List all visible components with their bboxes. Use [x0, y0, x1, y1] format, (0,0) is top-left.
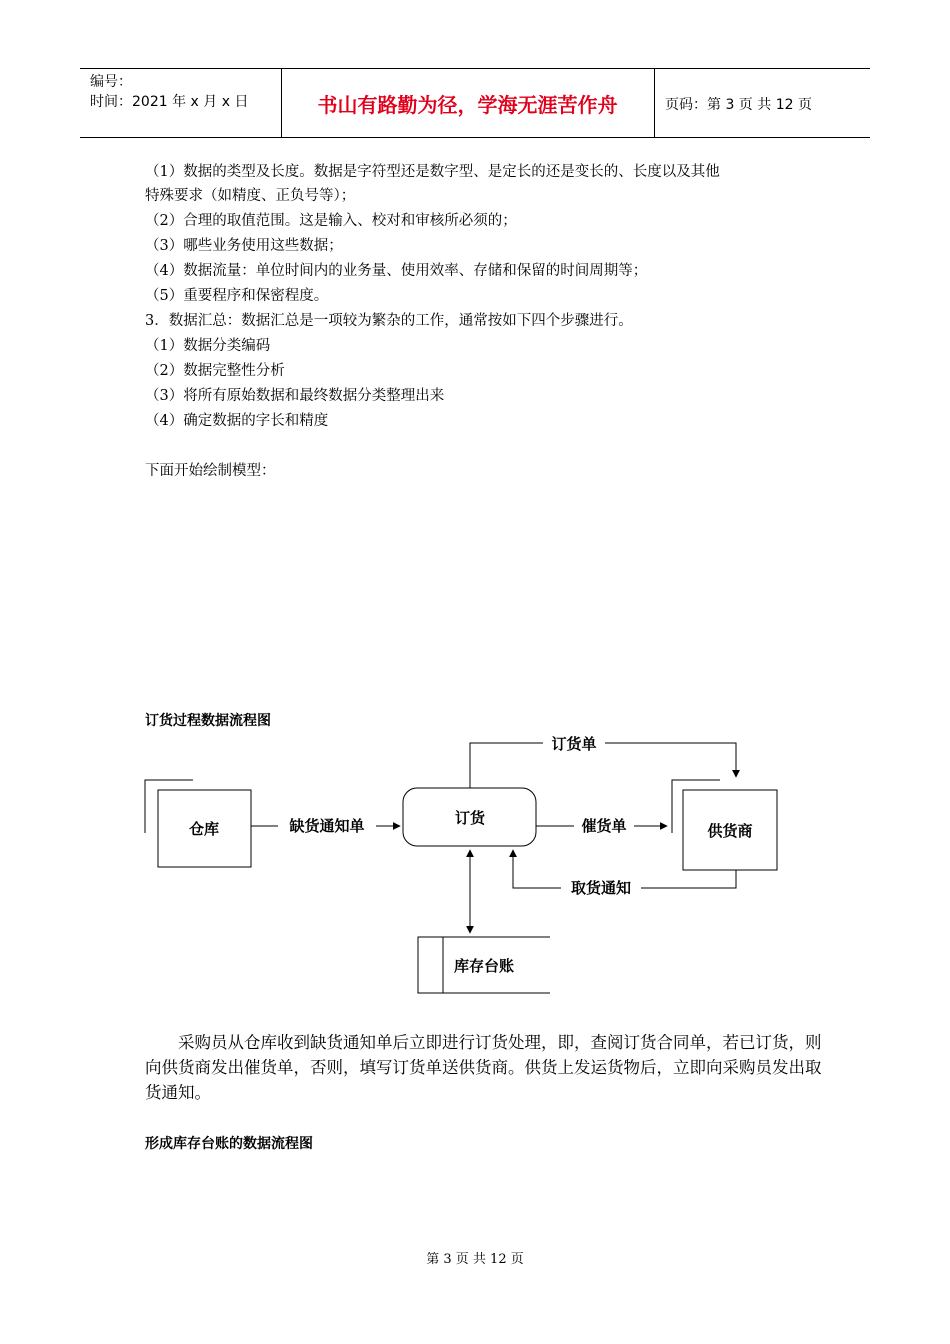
warehouse-label: 仓库 [188, 820, 220, 838]
inventory-store [418, 937, 550, 993]
body-line: （5）重要程序和保密程度。 [145, 288, 329, 304]
body-line: （2）合理的取值范围。这是输入、校对和审核所必须的； [145, 213, 517, 229]
page-footer: 第 3 页 共 12 页 [426, 1252, 524, 1267]
body-line: （1）数据分类编码 [145, 338, 271, 354]
body-line: （3）将所有原始数据和最终数据分类整理出来 [145, 388, 445, 404]
pickup-flow-label: 取货通知 [570, 879, 632, 897]
body-line: （4）数据流量：单位时间内的业务量、使用效率、存储和保留的时间周期等； [145, 263, 648, 279]
inventory-label: 库存台账 [453, 957, 515, 975]
header-motto: 书山有路勤为径，学海无涯苦作舟 [317, 92, 618, 117]
shortage-flow-label: 缺货通知单 [289, 817, 365, 835]
order-form-flow-label: 订货单 [551, 735, 597, 753]
description-paragraph: 采购员从仓库收到缺货通知单后立即进行订货处理，即，查阅订货合同单，若已订货，则向供货商发出催货单，否则，填写订货单送供货商。供货上发运货物后，立即向采购员发出取货通知。 [145, 1033, 822, 1102]
reminder-flow-label: 催货单 [581, 817, 627, 835]
body-line: （2）数据完整性分析 [145, 363, 285, 379]
ordering-process [403, 788, 536, 846]
body-line: （4）确定数据的字长和精度 [145, 413, 329, 429]
body-line: 3．数据汇总：数据汇总是一项较为繁杂的工作，通常按如下四个步骤进行。 [145, 313, 633, 329]
ordering-label: 订货 [454, 809, 486, 827]
body-line: （1）数据的类型及长度。数据是字符型还是数字型、是定长的还是变长的、长度以及其他 [145, 164, 720, 180]
warehouse-entity [145, 780, 251, 867]
supplier-label: 供货商 [707, 822, 753, 840]
body-line: （3）哪些业务使用这些数据； [145, 238, 343, 254]
diagram-title: 订货过程数据流程图 [145, 713, 271, 729]
number-label: 编号： [90, 74, 132, 90]
supplier-entity [672, 780, 777, 870]
diagram2-title: 形成库存台账的数据流程图 [145, 1136, 313, 1152]
header-page-info: 页码：第 3 页 共 12 页 [665, 97, 812, 113]
model-intro: 下面开始绘制模型： [145, 463, 276, 479]
body-line: 特殊要求（如精度、正负号等）； [145, 188, 356, 204]
time-label: 时间：2021 年 x 月 x 日 [90, 94, 249, 110]
